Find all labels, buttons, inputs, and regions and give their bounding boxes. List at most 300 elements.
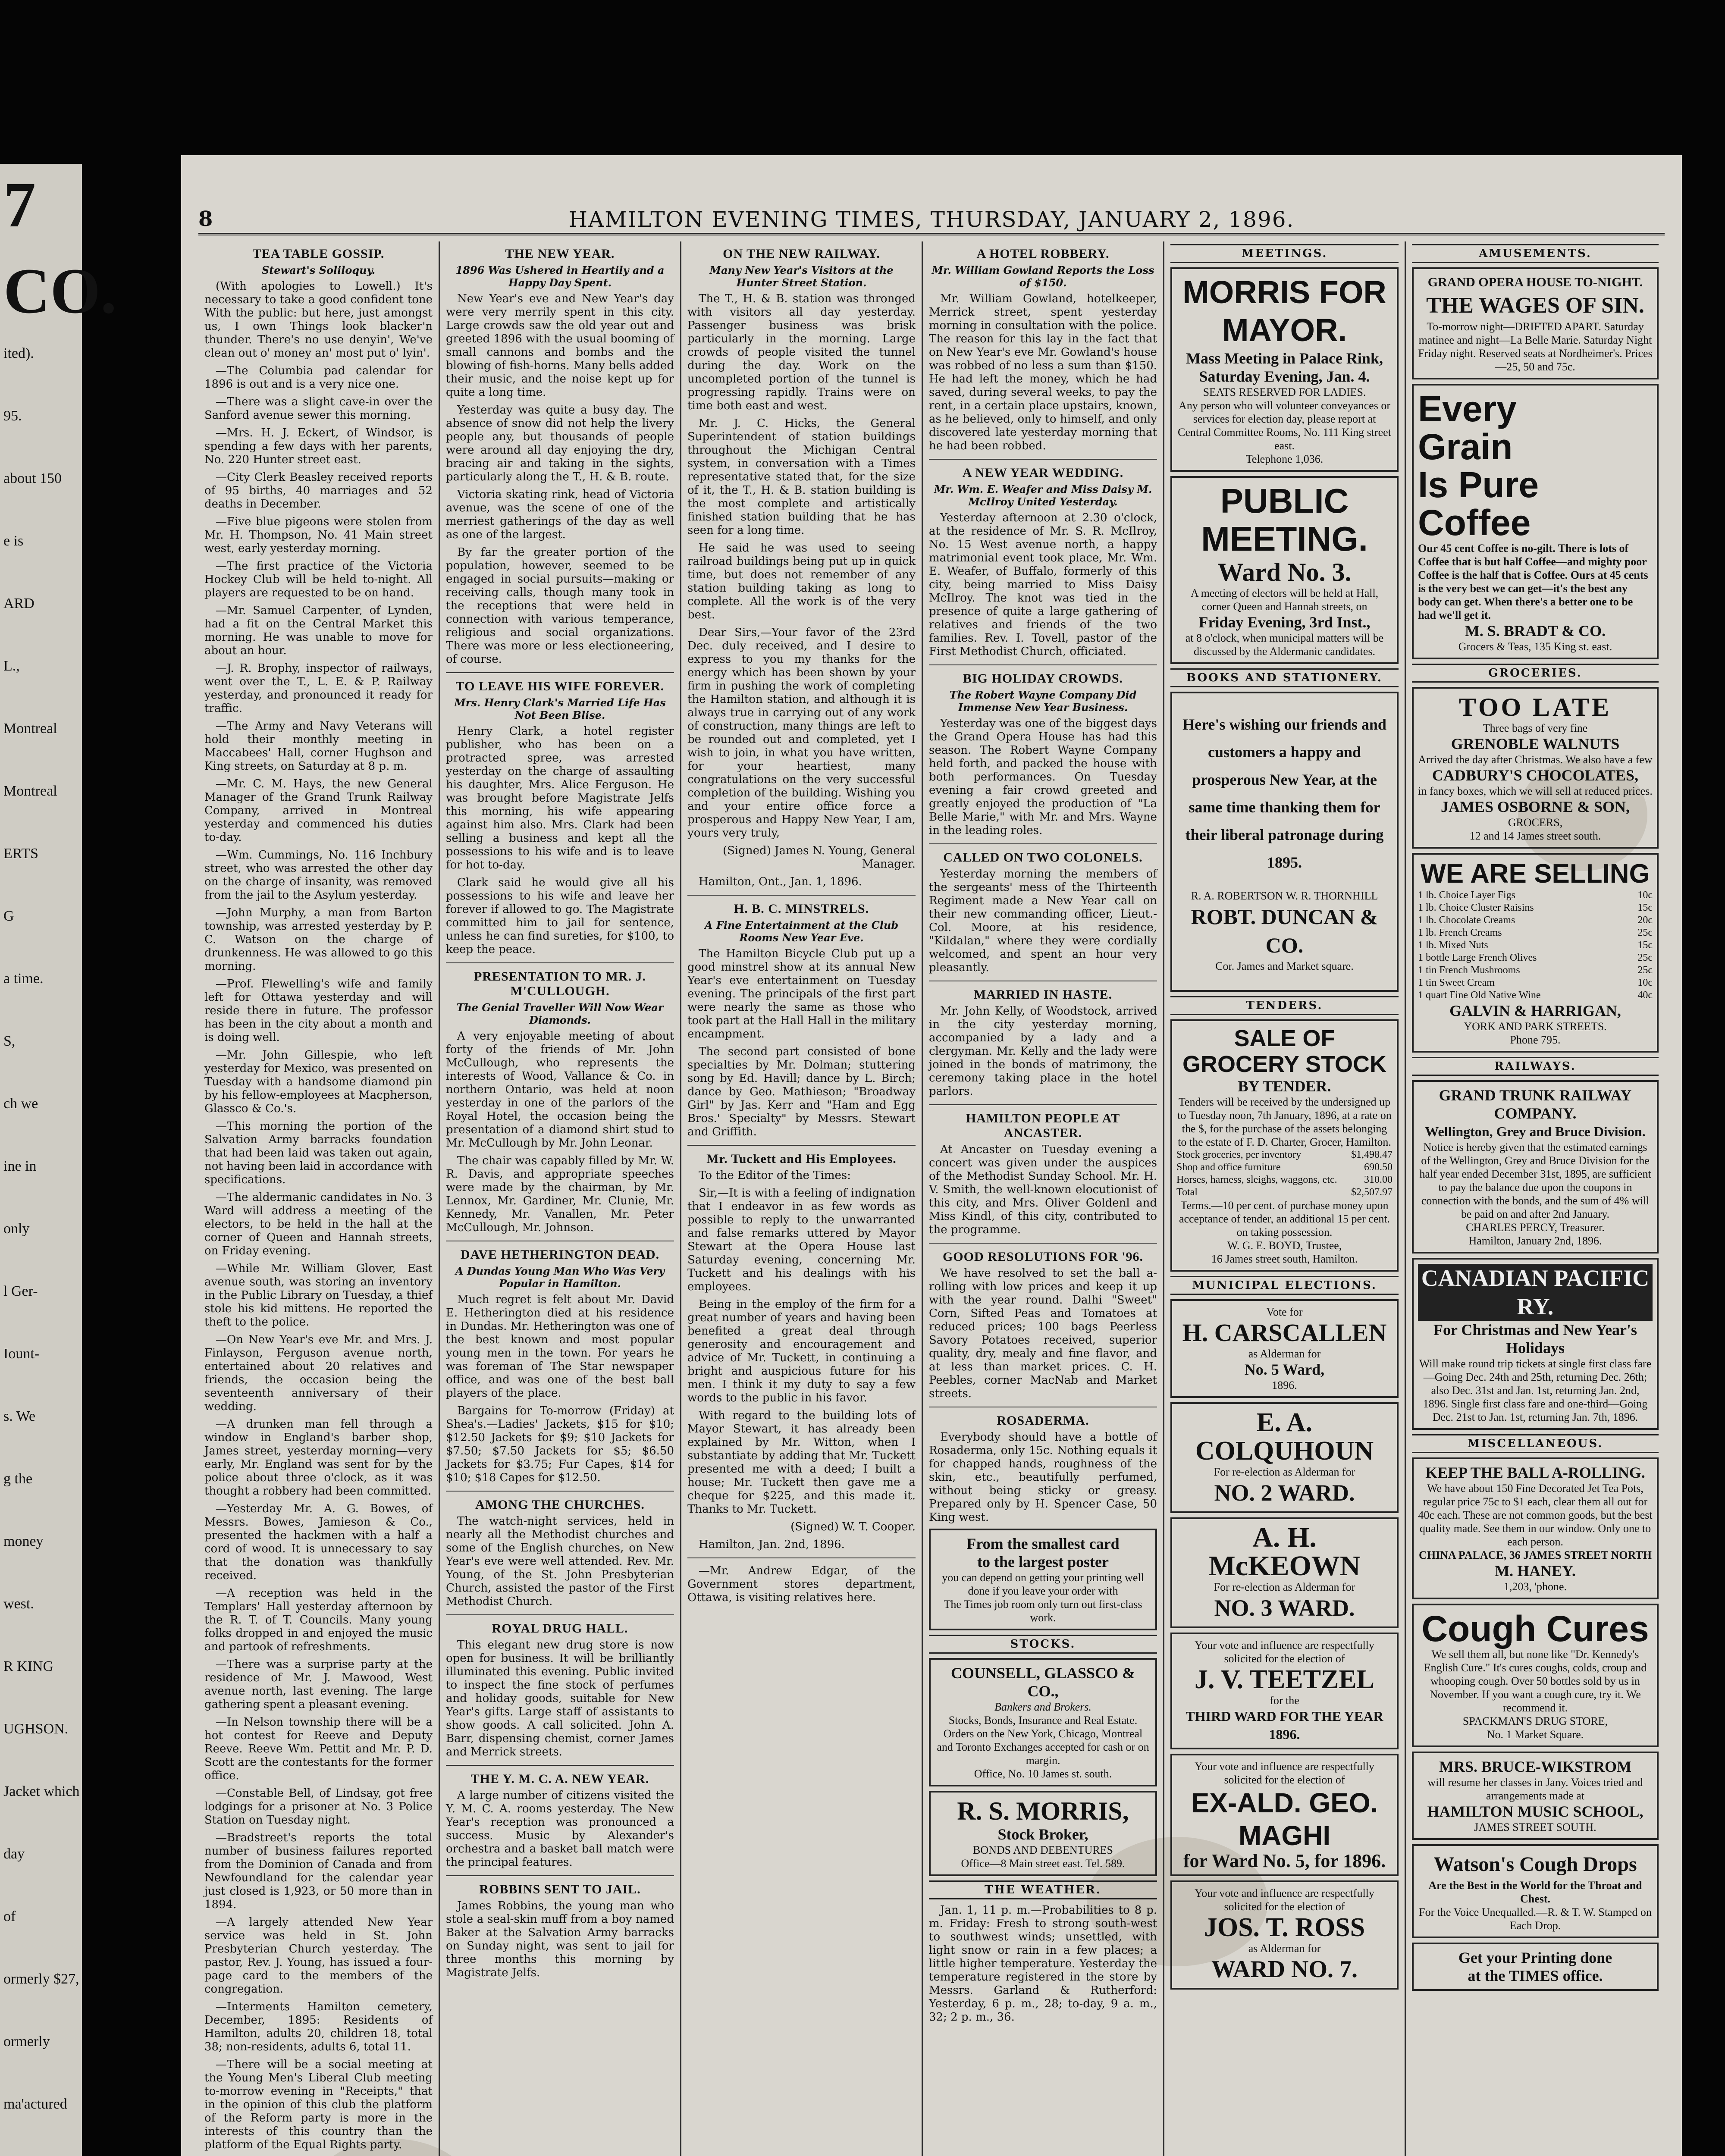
ad-morris-for-mayor [1170,267,1399,472]
article-new-year [446,292,674,666]
carscallen-vote: Vote for [1266,1306,1303,1318]
paragraph: —J. R. Brophy, inspector of railways, went over the T., L. E. & P. Railway yesterday, and pronounced it ready for traffic. [204,662,433,715]
price-item: 1 lb. Chocolate Creams [1418,915,1515,926]
article-hetherington [446,1293,674,1485]
paragraph: Victoria skating rink, head of Victoria avenue, was the scene of one of the merriest gatherings of the day as well as one of the largest. [446,488,674,541]
paragraph: —Five blue pigeons were stolen from Mr. H. Thompson, No. 41 Main street west, early yesterday morning. [204,515,433,555]
mckeown-ward: NO. 3 WARD. [1214,1595,1355,1621]
price-row [1176,1161,1393,1174]
paragraph: Clark said he would give all his possessions to his wife and leave her forever if allowed to go. The Magistrate committed him to jail for sentence, unless he can find sureties, for $100, to keep the peace. [446,876,674,956]
personal-note-edgar: —Mr. Andrew Edgar, of the Government stores department, Ottawa, is visiting relatives here. [687,1564,916,1604]
coffee-line1: Every [1418,389,1517,429]
paragraph: —There was a surprise party at the residence of Mr. J. Mawood, West avenue north, last evening. The large gathering spent a pleasant evening. [204,1658,433,1711]
toolate-firm2: GROCERS, [1508,816,1563,829]
strip-co-fragment: CO. [3,255,117,327]
price-value: $2,507.97 [1351,1187,1393,1198]
teetzel-for: for the [1270,1694,1299,1707]
subhead-presentation: The Genial Traveller Will Now Wear Diamonds. [456,1001,664,1026]
article-drug-hall [446,1639,674,1759]
coffee-firm2: Grocers & Teas, 135 King st. east. [1458,640,1612,653]
paragraph: A large number of citizens visited the Y. M. C. A. rooms yesterday. The New Year's reception was pronounced a success. Music by Alexander's orchestra and a basket ball match were the principal features. [446,1789,674,1869]
morris-tel: Telephone 1,036. [1245,453,1324,465]
paragraph: The Hamilton Bicycle Club put up a good minstrel show at its annual New Year's eve entertainment on Tuesday evening. The principals of the first part were nearly the same as those who took part at the Hall Hall in the military encampment. [687,947,916,1040]
paragraph: Henry Clark, a hotel register publisher, who has been on a protracted spree, was arrested yesterday on the charge of assaulting his daughter, Mrs. Alice Ferguson. He was brought before Magistrate Jelfs this morning, his wife appearing against him also. Mrs. Clark had been selling a business and kept all the possessions to his wife and is to leave for hot to-day. [446,725,674,871]
price-value: 20c [1637,915,1653,926]
headline-minstrels: H. B. C. MINSTRELS. [734,902,869,916]
column-2 [440,241,681,2156]
paragraph: Being in the employ of the firm for a great number of years and having been benefited a great deal through generosity and encouragement and advice of Mr. Tuckett, in continuing a bright and auspicious future for his men. I think it my duty to say a few words to the public in his favor. [687,1298,916,1404]
strip-fragment: ine in [3,1158,37,1174]
morris-line3: SEATS RESERVED FOR LADIES. [1203,386,1366,398]
gtr-body: Notice is hereby given that the estimated earnings of the Wellington, Grey and Bruce Division for the half year ended December 31st, 1895, are sufficient to pay the balance due upon the coupons in connection with the bonds, and the sum of 4% will be paid on and after 2nd January. [1419,1141,1651,1220]
colquhoun-for: For re-election as Alderman for [1214,1466,1355,1478]
paragraph: Bargains for To-morrow (Friday) at Shea's.—Ladies' Jackets, $15 for $10; $12.50 Jackets for $9; $10 Jackets for $7.50; $7.50 Jackets for $5; $6.50 Jackets for $3.75; Fur Capes, $14 for $10; $18 Capes for $12.50. [446,1404,674,1484]
price-row [1418,964,1653,977]
rsm-address: Office—8 Main street east. Tel. 589. [961,1857,1125,1870]
section-groceries: GROCERIES. [1412,664,1659,683]
paragraph: He said he was used to seeing railroad buildings being put up in quick time, but does not remember of any station building taking as long to complete. All the work is of the very best. [687,542,916,621]
colquhoun-name: E. A. COLQUHOUN [1195,1408,1374,1466]
keep-phone: 1,203, 'phone. [1503,1580,1567,1593]
headline-holiday-crowds: BIG HOLIDAY CROWDS. [963,671,1123,686]
price-item: 1 lb. French Creams [1418,927,1502,938]
headline-wedding: A NEW YEAR WEDDING. [962,466,1124,480]
ad-canadian-pacific [1412,1258,1659,1430]
ad-times-body2: The Times job room only turn out first-class work. [944,1598,1142,1624]
paragraph: —A largely attended New Year service was held in St. John Presbyterian Church yesterday. The pastor, Rev. J. Young, has issued a four-page card to the members of the congregation. [204,1916,433,1996]
toolate-line3: Arrived the day after Christmas. We also have a few [1418,753,1653,766]
ad-times-line1: From the smallest card [966,1535,1120,1552]
ad-times-line2: to the largest poster [977,1553,1109,1570]
ad-duncan-wishes [1170,692,1399,992]
subhead-hotel-robbery: Mr. William Gowland Reports the Loss of $150. [932,264,1154,289]
paragraph: —Wm. Cummings, No. 116 Inchbury street, who was arrested the other day on the charge of insanity, was removed from the jail to the Asylum yesterday. [204,849,433,902]
strip-fragment: of [3,1908,16,1924]
ross-intro: Your vote and influence are respectfully solicited for the election of [1195,1887,1374,1913]
paragraph: We have resolved to set the ball a-rolling with low prices and keep it up with the year round. Dalhi "Sweet" Corn, Sifted Peas and Tomatoes at reduced prices; 100 bags Peerless Savory Potatoes received, superior quality, dry, mealy and fine flavor, and at less than market prices. C. H. Peebles, corner MacNab and Market streets. [929,1267,1157,1400]
opera-line1: GRAND OPERA HOUSE TO-NIGHT. [1427,275,1643,289]
article-minstrels [687,947,916,1139]
paragraph: Yesterday was one of the biggest days the Grand Opera House has had this season. The Robert Wayne Company held forth, and packed the house with both performances. On Tuesday evening a fair crowd greeted and greatly enjoyed the production of "La Belle Marie," with Mr. and Mrs. Wayne in the leading roles. [929,717,1157,837]
bruce-school: HAMILTON MUSIC SCHOOL, [1427,1803,1643,1820]
subhead-new-year: 1896 Was Ushered in Heartily and a Happy Day Spent. [455,264,665,289]
price-item: 1 lb. Choice Layer Figs [1418,890,1515,901]
paragraph: By far the greater portion of the population, however, seemed to be engaged in social pursuits—making or receiving calls, though many took in the receptions that were held in connection with various temperance, religious and social organizations. There was more or less electioneering, of course. [446,546,674,666]
price-row [1176,1149,1393,1161]
paragraph: —While Mr. William Glover, East avenue south, was storing an inventory in the Public Library on Tuesday, a thief stole his kid mittens. He reported the theft to the police. [204,1262,433,1329]
letter-signature: (Signed) James N. Young, General Manager. [722,844,916,871]
price-row [1176,1174,1393,1186]
rsm-what: Stock Broker, [997,1826,1088,1843]
headline-new-year: THE NEW YEAR. [505,247,615,261]
paragraph: Dear Sirs,—Your favor of the 23rd Dec. duly received, and I desire to express to you my thanks for the energy which has been shown by your firm in pushing the work of completing the Hamilton station, and although it is always true in carrying out of any work of construction, many things are left to be rounded out and completed, yet I wish to join, in what you have written, for your heartiest, many congratulations on the very successful completion of the building. Wishing you and your entire office force a prosperous and Happy New Year, I am, yours very truly, [687,626,916,840]
keep-body: We have about 150 Fine Decorated Jet Tea Pots, regular price 75c to $1 each, clear them all out for 40c each. These are not common goods, but the best quality made. See them in our window. Only one to each person. [1418,1482,1653,1548]
subhead-hetherington: A Dundas Young Man Who Was Very Popular in Hamilton. [455,1265,665,1290]
strip-fragment: only [3,1221,30,1237]
paragraph: Sir,—It is with a feeling of indignation that I endeavor in as few words as possible to reply to the unwarranted and false remarks uttered by Mayor Stewart at the Opera House last Saturday evening, concerning Mr. Tuckett and his dealings with his employees. [687,1187,916,1293]
price-value: 310.00 [1364,1174,1393,1185]
strip-fragment: ch we [3,1096,38,1112]
paragraph: —Mr. Samuel Carpenter, of Lynden, had a fit on the Central Market this morning. He was unable to move for about an hour. [204,604,433,657]
headline-hotel-robbery: A HOTEL ROBBERY. [976,247,1110,261]
section-amusements: AMUSEMENTS. [1412,244,1659,263]
wish-names: R. A. ROBERTSON W. R. THORNHILL [1191,890,1378,902]
paragraph: —Yesterday Mr. A. G. Bowes, of Messrs. Bowes, Jamieson & Co., presented the hackmen with a half a cord of wood. It is unnecessary to say that the donation was thankfully received. [204,1502,433,1582]
headline-two-colonels: CALLED ON TWO COLONELS. [943,850,1143,865]
headline-rosaderma: ROSADERMA. [997,1413,1089,1428]
morris-body: Any person who will volunteer conveyances or services for election day, please report at Central Committee Rooms, No. 111 King street east. [1178,399,1391,452]
article-married-haste [929,1005,1157,1098]
subhead-soliloquy: Stewart's Soliloquy. [261,264,376,276]
strip-fragment: S, [3,1033,16,1049]
paragraph: —The Army and Navy Veterans will hold their monthly meeting in Maccabees' Hall, corner Hughson and King streets, on Saturday at 8 p. m. [204,720,433,773]
column-1 [198,241,440,2156]
coffee-line2: Grain [1418,426,1513,467]
paragraph: This elegant new drug store is now open for business. It will be brilliantly illuminated this evening. Public invited to inspect the fine stock of perfumes and holiday goods, suitable for New Year's gifts. Large staff of assistants to show goods. A call solicited. John A. Barr, dispensing chemist, corner James and Merrick streets. [446,1639,674,1758]
ross-ward: WARD NO. 7. [1211,1956,1358,1983]
price-row [1418,952,1653,964]
keep-name: M. HANEY. [1495,1562,1576,1579]
article-churches [446,1515,674,1608]
sale-signature: W. G. E. BOYD, Trustee, [1227,1239,1342,1252]
coffee-body: Our 45 cent Coffee is no-gilt. There is lots of Coffee that is but half Coffee—and mighty poor Coffee is the half that is Coffee. Ours at 45 cents is the very best we can get—it's the best any body can get. When there's a better one to be had we'll get it. [1418,542,1648,621]
ad-cough-cures [1412,1604,1659,1747]
price-row [1418,977,1653,989]
strip-fragment: ormerly $27, [3,1971,79,1987]
headline-married-haste: MARRIED IN HASTE. [973,987,1113,1002]
newspaper-title: HAMILTON EVENING TIMES, THURSDAY, JANUARY 2, 1896. [568,207,1295,232]
subhead-new-railway: Many New Year's Visitors at the Hunter Street Station. [709,264,894,289]
paragraph: —A reception was held in the Templars' Hall yesterday afternoon by the R. T. of T. Councils. Many young folks dropped in and enjoyed the music and partook of refreshments. [204,1587,433,1653]
ad-maghi [1170,1754,1399,1876]
paragraph: Yesterday afternoon at 2.30 o'clock, at the residence of Mr. S. R. McIlroy, No. 15 West avenue north, a happy matrimonial event took place, Mr. Wm. E. Weafer, of Buffalo, formerly of this city, being married to Miss Daisy McIlroy. The knot was tied in the presence of quite a large gathering of relatives and friends of the two families. Rev. I. Tovell, pastor of the First Methodist Church, officiated. [929,511,1157,658]
ross-as: as Alderman for [1248,1942,1321,1955]
article-rosaderma [929,1431,1157,1524]
wish-body: Here's wishing our friends and customers a happy and prosperous New Year, at the same time thanking them for their liberal patronage during 1895. [1182,716,1386,871]
paragraph: —Bradstreet's reports the total number of business failures reported from the Dominion of Canada and from Newfoundland for the calendar year just closed is 1,923, or 50 more than in 1894. [204,1831,433,1911]
price-item: 1 lb. Choice Cluster Raisins [1418,902,1534,913]
strip-fragment: ma'actured [3,2096,67,2112]
paragraph: —Prof. Flewelling's wife and family left for Ottawa yesterday and will reside there in future. The professor has been in the city about a month and is doing well. [204,978,433,1044]
paragraph: —Constable Bell, of Lindsay, got free lodgings for a prisoner at No. 3 Police Station on Tuesday night. [204,1787,433,1827]
price-item: 1 tin Sweet Cream [1418,977,1495,988]
cpr-body: Will make round trip tickets at single first class fare—Going Dec. 24th and 25th, returning Dec. 26th; also Dec. 31st and Jan. 1st, returning Jan. 2nd, 1896. Single first class fare and one-third—Going Dec. 21st to Jan. 1st, returning Jan. 7th, 1896. [1419,1357,1652,1423]
paragraph: Mr. William Gowland, hotelkeeper, Merrick street, spent yesterday morning in consultation with the police. The reason for this lay in the fact that on New Year's eve Mr. Gowland's house was robbed of no less a sum than $150. He had left the money, which he had saved, during several weeks, to pay the rent, in a certain place upstairs, known, as he believed, only to himself, and only discovered late yesterday morning that he had been robbed. [929,292,1157,452]
price-row [1418,889,1653,902]
price-item: 1 quart Fine Old Native Wine [1418,990,1541,1001]
cg-body: Stocks, Bonds, Insurance and Real Estate. Orders on the New York, Chicago, Montreal and Toronto Exchanges accepted for cash or on margin. [937,1714,1149,1767]
gtr-sub: Wellington, Grey and Bruce Division. [1425,1124,1646,1139]
adjacent-page-strip [0,164,117,2156]
headline-tea-table-gossip: TEA TABLE GOSSIP. [252,247,385,261]
ad-rs-morris [929,1791,1157,1876]
price-value: $1,498.47 [1351,1149,1393,1160]
strip-fragment: ERTS [3,846,39,862]
strip-fragment: west. [3,1596,34,1612]
strip-fragment: e is [3,533,24,549]
article-robbins [446,1899,674,1980]
article-two-colonels [929,868,1157,975]
bruce-address: JAMES STREET SOUTH. [1474,1821,1596,1833]
headline-hetherington: DAVE HETHERINGTON DEAD. [460,1247,660,1262]
keep-firm: CHINA PALACE, 36 JAMES STREET NORTH [1419,1549,1652,1561]
paragraph: New Year's eve and New Year's day were very merrily spent in this city. Large crowds saw the old year out and greeted 1896 with the usual booming of small cannons and bombs and the blowing of fish-horns. Many bells added their music, and the noise kept up for quite a long time. [446,292,674,399]
morris-title: MORRIS FOR MAYOR. [1182,274,1386,348]
price-item: Shop and office furniture [1176,1162,1281,1173]
opera-title: THE WAGES OF SIN. [1426,293,1644,318]
strip-fragment: a time. [3,971,44,987]
maghi-name: EX-ALD. GEO. MAGHI [1191,1787,1378,1851]
strip-fragment: Iount- [3,1346,40,1362]
gtr-date: Hamilton, January 2nd, 1896. [1468,1235,1602,1247]
subhead-holiday-crowds: The Robert Wayne Company Did Immense New Year Business. [949,689,1137,714]
toolate-chocolates: CADBURY'S CHOCOLATES, [1432,767,1639,784]
cg-address: Office, No. 10 James st. south. [974,1767,1112,1780]
strip-fragment: L., [3,658,20,674]
printing-line1: Get your Printing done [1458,1949,1612,1966]
headline-new-railway: ON THE NEW RAILWAY. [723,247,880,261]
ad-colquhoun [1170,1402,1399,1513]
paragraph: —This morning the portion of the Salvation Army barracks foundation that had been laid was taken out again, not having been laid in accordance with specifications. [204,1120,433,1186]
paragraph: —The Columbia pad calendar for 1896 is out and is a very nice one. [204,364,433,391]
paragraph: A very enjoyable meeting of about forty of the friends of Mr. John McCullough, who represents the interests of Wood, Vallance & Co. in northern Ontario, was held at noon yesterday in one of the parlors of the Royal Hotel, the occasion being the presentation of a diamond shirt stud to Mr. McCullough by Mr. John Leonar. [446,1030,674,1150]
column-6 [1406,241,1665,2156]
article-tuckett [687,1169,916,1516]
strip-fragment: UGHSON. [3,1721,69,1737]
price-row [1418,939,1653,952]
maghi-intro: Your vote and influence are respectfully solicited for the election of [1195,1760,1374,1786]
ad-counsell-glassco [929,1658,1157,1786]
strip-fragment: money [3,1533,44,1549]
toolate-line1: Three bags of very fine [1483,722,1588,734]
price-row [1176,1186,1393,1199]
public-date: Friday Evening, 3rd Inst., [1198,614,1371,631]
cg-name: COUNSELL, GLASSCO & CO., [950,1664,1135,1700]
ad-china-palace [1412,1457,1659,1599]
wish-address: Cor. James and Market square. [1215,960,1354,972]
cough-title: Cough Cures [1421,1608,1649,1649]
paragraph: —The first practice of the Victoria Hockey Club will be held to-night. All players are requested to be on hand. [204,560,433,599]
carscallen-year: 1896. [1272,1379,1297,1391]
ad-bradt-coffee [1412,384,1659,659]
paragraph: —John Murphy, a man from Barton township, was arrested yesterday by P. C. Watson on the charge of drunkenness. He was allowed to go this morning. [204,906,433,973]
headline-tuckett: Mr. Tuckett and His Employees. [706,1152,897,1166]
coffee-line4: Coffee [1418,502,1531,543]
headline-ymca: THE Y. M. C. A. NEW YEAR. [470,1772,649,1786]
morris-line2: Saturday Evening, Jan. 4. [1199,368,1370,385]
paragraph: To the Editor of the Times: [699,1169,851,1182]
price-value: 40c [1637,990,1653,1001]
newspaper-page [181,155,1682,2156]
section-weather: THE WEATHER. [929,1880,1157,1899]
mckeown-name: A. H. McKEOWN [1208,1522,1361,1582]
headline-presentation: PRESENTATION TO MR. J. M'CULLOUGH. [474,969,646,998]
headline-drug-hall: ROYAL DRUG HALL. [492,1621,628,1636]
weather-report: Jan. 1, 11 p. m.—Probabilities to 8 p. m. Friday: Fresh to strong south-west to southwest winds; unsettled, with light snow or rain in a few places; a little higher temperature. Yesterday the temperature registered in the store by Messrs. Garland & Rutherford: Yesterday, 6 p. m., 28; to-day, 9 a. m., 32; 2 p. m., 36. [929,1904,1157,2024]
column-3 [681,241,923,2156]
paragraph: —City Clerk Beasley received reports of 95 births, 40 marriages and 52 deaths in December. [204,471,433,511]
article-resolutions [929,1267,1157,1401]
sale-address: 16 James street south, Hamilton. [1211,1253,1358,1265]
morris-line1: Mass Meeting in Palace Rink, [1186,350,1383,367]
paragraph: James Robbins, the young man who stole a seal-skin muff from a boy named Baker at the Salvation Army barracks on Sunday night, was sent to jail for three months this morning by Magistrate Jelfs. [446,1899,674,1979]
toolate-address: 12 and 14 James street south. [1469,830,1601,842]
carscallen-name: H. CARSCALLEN [1182,1319,1387,1347]
ad-music-school [1412,1752,1659,1840]
price-item: Stock groceries, per inventory [1176,1149,1302,1160]
cough-firm: SPACKMAN'S DRUG STORE, [1462,1715,1608,1727]
strip-fragment: s. We [3,1408,36,1424]
selling-firm: GALVIN & HARRIGAN, [1449,1002,1621,1019]
paragraph: Much regret is felt about Mr. David E. Hetherington died at his residence in Dundas. Mr. Hetherington was one of the best known and most popular young men in the town. For years he was foreman of The Star newspaper office, and was one of the best ball players of the place. [446,1293,674,1400]
price-item: 1 tin French Mushrooms [1418,965,1520,976]
public-title: PUBLIC MEETING. [1201,482,1368,558]
paragraph: The watch-night services, held in nearly all the Methodist churches and some of the English churches, on New Year's eve were well attended. Rev. Mr. Young, of the St. John Presbyterian Church, assisted the pastor of the First Methodist Church. [446,1515,674,1608]
paragraph: —A drunken man fell through a window in England's barber shop, James street, yesterday morning—very early, Mr. England was sent for by the police about three o'clock, as it was thought a robbery had been committed. [204,1418,433,1498]
wish-firm: ROBT. DUNCAN & CO. [1191,905,1378,957]
strip-fragment: ormerly [3,2034,50,2049]
toolate-title: TOO LATE [1458,693,1612,721]
bruce-name: MRS. BRUCE-WIKSTROM [1439,1758,1632,1775]
paragraph: Mr. John Kelly, of Woodstock, arrived in the city yesterday morning, accompanied by a lady and a clergyman. Mr. Kelly and the lady were joined in the bonds of matrimony, the ceremony taking place in the hotel parlors. [929,1005,1157,1098]
paragraph: The chair was capably filled by Mr. W. R. Davis, and appropriate speeches were made by the chairman, by Mr. Lennox, Mr. Gardiner, Mr. Clunie, Mr. Kennedy, Mr. Vanallen, Mr. Peter McCullough, Mr. Johnson. [446,1154,674,1234]
ad-too-late [1412,687,1659,849]
paragraph: With regard to the building lots of Mayor Stewart, it has already been explained by Mr. Witton, when I substantiate by adding that Mr. Tuckett presented me with a deed; I built a house; Mr. Tuckett then gave me a cheque for $225, and this made it. Thanks to Mr. Tuckett. [687,1409,916,1516]
ad-carscallen [1170,1299,1399,1398]
strip-fragment: 95. [3,408,22,424]
gtr-signature: CHARLES PERCY, Treasurer. [1466,1221,1605,1234]
mckeown-for: For re-election as Alderman for [1214,1581,1355,1593]
strip-fragment: R KING [3,1658,54,1674]
strip-page-number: 7 [3,169,36,241]
toolate-line5: in fancy boxes, which we will sell at reduced prices. [1418,785,1653,797]
paragraph: —Mrs. H. J. Eckert, of Windsor, is spending a few days with her parents, No. 220 Hunter street east. [204,426,433,466]
article-wedding [929,511,1157,658]
coffee-line3: Is Pure [1418,464,1539,505]
section-municipal: MUNICIPAL ELECTIONS. [1170,1276,1399,1295]
cpr-title: CANADIAN PACIFIC RY. [1418,1264,1653,1321]
sale-terms: Terms.—10 per cent. of purchase money upon acceptance of tender, an additional 15 per cent. on taking possession. [1179,1199,1390,1238]
printing-line2: at the TIMES office. [1468,1967,1603,1984]
tea-table-items [204,280,433,2156]
price-item: 1 bottle Large French Olives [1418,952,1537,963]
ad-times-body: you can depend on getting your printing well done if you leave your order with [942,1571,1144,1597]
ad-ross [1170,1880,1399,1990]
public-body2: at 8 o'clock, when municipal matters will be discussed by the Aldermanic candidates. [1185,632,1384,658]
strip-fragment: G [3,908,14,924]
paragraph: At Ancaster on Tuesday evening a concert was given under the auspices of the Methodist Sunday School. Mr. H. V. Smith, the well-known elocutionist of this city, and Mrs. Oliver Goldenl and Miss Kindl, of this city, contributed to the programme. [929,1143,1157,1236]
paragraph: Yesterday morning the members of the sergeants' mess of the Thirteenth Regiment made a New Year call on their new commanding officer, Lieut.-Col. Moore, at his residence, "Kildalan," where they were cordially welcomed, and spent an hour very pleasantly. [929,868,1157,974]
section-tenders: TENDERS. [1170,996,1399,1015]
price-item: Total [1176,1187,1198,1198]
paragraph: Mr. J. C. Hicks, the General Superintendent of station buildings throughout the Michigan Central system, in conversation with a Times representative stated that, for the size of it, the T., H. & B. station building is the most complete and artistically finished station building that he has seen for a long time. [687,417,916,537]
sale-by: BY TENDER. [1238,1078,1331,1095]
paragraph: —The aldermanic candidates in No. 3 Ward will address a meeting of the electors, to be held in the hall at the corner of Queen and Hannah streets, on Friday evening. [204,1191,433,1257]
paragraph: —In Nelson township there will be a hot contest for Reeve and Deputy Reeve. Reeve Wm. Pettit and Mr. P. D. Scott are the contestants for the former office. [204,1716,433,1782]
article-new-railway [687,292,916,622]
price-value: 10c [1637,890,1653,901]
cg-what: Bankers and Brokers. [994,1701,1092,1713]
ad-watson-drops [1412,1844,1659,1938]
cough-address: No. 1 Market Square. [1487,1728,1584,1741]
section-railways: RAILWAYS. [1412,1057,1659,1076]
gtr-title: GRAND TRUNK RAILWAY COMPANY. [1439,1087,1632,1122]
paragraph: Yesterday was quite a busy day. The absence of snow did not help the livery people any, but thousands of people were around all day enjoying the dry, bracing air and taking in the sights, particularly along the T., H. & B. route. [446,404,674,483]
strip-fragment: ARD [3,595,34,611]
toolate-firm: JAMES OSBORNE & SON, [1440,798,1630,815]
opera-body: To-morrow night—DRIFTED APART. Saturday matinee and night—La Belle Marie. Saturday Night Friday night. Reserved seats at Nordheimer's. Prices—25, 50 and 75c. [1418,320,1653,373]
paragraph: —There was a slight cave-in over the Sanford avenue sewer this morning. [204,395,433,422]
watson-tail: For the Voice Unequalled.—R. & T. W. Stamped on Each Drop. [1419,1906,1652,1932]
subhead-minstrels: A Fine Entertainment at the Club Rooms New Year Eve. [704,919,899,944]
selling-price-list [1418,889,1653,1002]
keep-title: KEEP THE BALL A-ROLLING. [1425,1464,1645,1481]
price-row [1418,989,1653,1002]
colquhoun-ward: NO. 2 WARD. [1214,1480,1355,1506]
ad-grocery-tender [1170,1019,1399,1272]
letter-dateline: Hamilton, Ont., Jan. 1, 1896. [699,875,862,888]
price-value: 25c [1637,927,1653,938]
sale-body: Tenders will be received by the undersigned up to Tuesday noon, 7th January, 1896, at a rate on the $, for the purchase of the assets belonging to the estate of F. D. Charter, Grocer, Hamilton. [1177,1096,1392,1148]
strip-fragment: l Ger- [3,1283,38,1299]
article-hotel-robbery [929,292,1157,453]
maghi-ward: for Ward No. 5, for 1896. [1183,1850,1386,1871]
teetzel-ward: THIRD WARD FOR THE YEAR 1896. [1186,1708,1383,1742]
ross-name: JOS. T. ROSS [1204,1913,1365,1942]
watson-body: Are the Best in the World for the Throat and Chest. [1428,1879,1642,1905]
tuckett-signature: (Signed) W. T. Cooper. [790,1520,916,1533]
masthead [198,198,1665,235]
ad-times-printing [929,1529,1157,1630]
price-row [1418,902,1653,914]
strip-fragment: Montreal [3,783,57,799]
selling-title: WE ARE SELLING [1421,859,1650,889]
column-4 [923,241,1164,2156]
railway-letter [687,626,916,840]
strip-fragment: about 150 [3,470,62,486]
teetzel-intro: Your vote and influence are respectfully solicited for the election of [1195,1639,1374,1665]
ad-mckeown [1170,1517,1399,1628]
coffee-firm: M. S. BRADT & CO. [1465,622,1606,639]
ad-grand-trunk [1412,1080,1659,1253]
paragraph: —On New Year's eve Mr. and Mrs. J. Finlayson, Ferguson avenue north, entertained about 20 relatives and friends, the occasion being the seventeenth anniversary of their wedding. [204,1333,433,1413]
paragraph: —There will be a social meeting at the Young Men's Liberal Club meeting to-morrow evening in "Receipts," that in the opinion of this club the platform of the Reform party is more in the interests of this country than the platform of the Equal Rights party. [204,2058,433,2151]
public-body: A meeting of electors will be held at Hall, corner Queen and Hannah streets, on [1190,587,1379,613]
toolate-walnuts: GRENOBLE WALNUTS [1451,735,1620,752]
selling-address: YORK AND PARK STREETS. [1464,1020,1607,1033]
strip-fragment: Jacket which [3,1783,80,1799]
rsm-name: R. S. MORRIS, [957,1797,1129,1825]
price-value: 15c [1637,902,1653,913]
ad-teetzel [1170,1633,1399,1749]
page-number: 8 [198,207,213,231]
section-meetings: MEETINGS. [1170,244,1399,263]
headline-churches: AMONG THE CHURCHES. [475,1498,645,1512]
public-ward: Ward No. 3. [1217,558,1352,586]
price-value: 15c [1637,940,1653,951]
price-item: 1 lb. Mixed Nuts [1418,940,1488,951]
ad-public-meeting [1170,476,1399,664]
strip-fragment: Montreal [3,721,57,736]
price-value: 10c [1637,977,1653,988]
sale-inventory [1176,1149,1393,1199]
selling-phone: Phone 795. [1510,1034,1561,1046]
column-5 [1164,241,1406,2156]
cpr-sub: For Christmas and New Year's Holidays [1433,1321,1637,1357]
paragraph: (With apologies to Lowell.) It's necessary to take a good confident tone With the public: but here, just amongst us, I own Things look blacker'n thunder. There's no use denyin', We've clean out o' money an' most put o' lyin'. [204,280,433,360]
section-books: BOOKS AND STATIONERY. [1170,668,1399,687]
subhead-leave-wife: Mrs. Henry Clark's Married Life Has Not Been Blise. [454,696,666,721]
